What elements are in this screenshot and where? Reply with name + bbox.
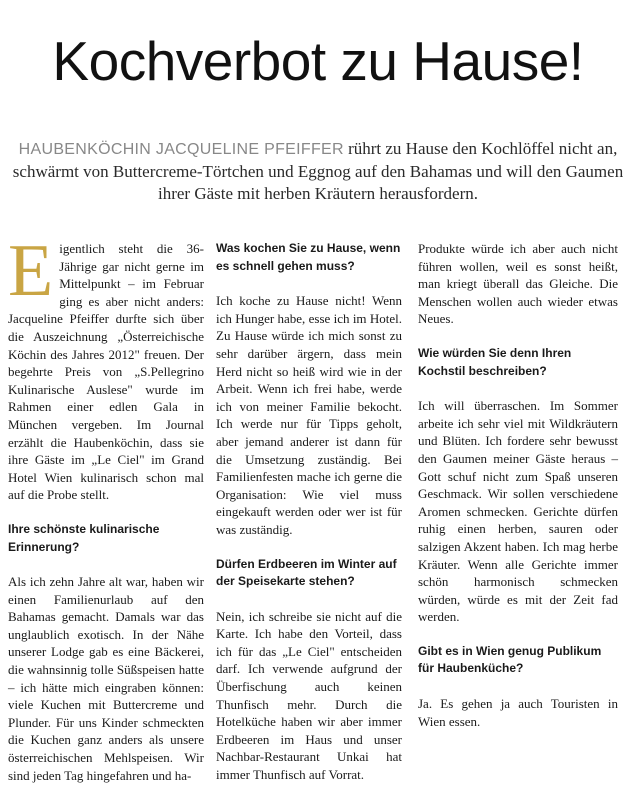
question-heading: Wie würden Sie denn Ihren Kochstil beschreiben? (418, 345, 572, 378)
question-heading: Was kochen Sie zu Hause, wenn es schnell gehen muss? (216, 241, 401, 273)
drop-cap: E (8, 230, 54, 312)
answer-paragraph: Ich will überraschen. Im Sommer arbeite ich sehr viel mit Wildkräutern und Blüten. Ich fordere sehr bewusst den Gaumen meiner Gäste heraus – Gott schuf nicht zum Spaß unseren Geschmack. Wir sollen verschiedene Aromen schmecken. Gerichte dürfen ruhig einen herben, sauren oder salzigen Akzent haben. Ich mag herbe Kräuter. Wenn alle Gerichte immer schön harmonisch schmecken würden, würde es mit der Zeit fad werden. (418, 398, 618, 625)
column-2 (216, 240, 402, 801)
question-heading: Ihre schönste kulinarische Erinnerung? (8, 521, 160, 554)
column-3 (418, 240, 618, 747)
article-title: Kochverbot zu Hause! (52, 30, 584, 92)
question-heading: Dürfen Erdbeeren im Winter auf der Speisekarte stehen? (216, 556, 397, 589)
continued-paragraph: Produkte würde ich aber auch nicht führen wollen, weil es sonst heißt, man kriegt überall das Gleiche. Die Menschen wollen auch wieder etwas Neues. (418, 241, 618, 327)
answer-paragraph: Nein, ich schreibe sie nicht auf die Karte. Ich habe den Vorteil, dass ich für das „Le Ciel" entscheiden darf. Ich verwende aufgrund der Überfischung auch keinen Thunfisch mehr. Durch die Hotelküche haben wir aber immer Erdbeeren im Haus und unser Nachbar-Restaurant Unkai hat immer Thunfisch auf Vorrat. (216, 608, 402, 783)
answer-paragraph: Ich koche zu Hause nicht! Wenn ich Hunger habe, esse ich im Hotel. Zu Hause würde ich mich sonst zu sehr darüber ärgern, dass mein Herd nicht so heiß wird wie in der Arbeit. Wenn ich frei habe, werde ich von meiner Familie bekocht. Ich werde nur für Tipps geholt, aber jemand anderer ist dann für die Umsetzung zuständig. Bei Familienfesten mache ich gerne die Organisation: Wie viel muss eingekauft werden oder wer ist für was zuständig. (216, 293, 402, 537)
question-heading: Gibt es in Wien genug Publikum für Haubenküche? (418, 643, 602, 676)
intro-text: igentlich steht die 36-Jährige gar nicht gerne im Mittelpunkt – im Februar ging es aber nicht anders: Jacqueline Pfeiffer durfte sich über die Auszeichnung „Österreichische Köchin des Jahres 2012" freuen. Der begehrte Preis von „S.Pellegrino Kulinarische Auslese" wurde im Rahmen einer edlen Gala in München vergeben. Im Journal erzählt die Haubenköchin, dass sie ihre Gäste im „Le Ciel" im Grand Hotel Wien kulinarisch schon mal auf die Probe stellt. (8, 241, 204, 503)
answer-paragraph: Als ich zehn Jahre alt war, haben wir einen Familienurlaub auf den Bahamas gemacht. Damals war das unglaublich exotisch. In der Nähe unserer Lodge gab es eine Bäckerei, die wahnsinnig tolle Süßspeisen hatte – ich hätte mich eingraben können: viele Kuchen mit Buttercreme und Plunder. Für uns Kinder schmeckten die Kuchen ganz anders als unsere österreichischen Mehlspeisen. Wir sind jeden Tag hingefahren und ha- (8, 574, 204, 783)
lead-author-name: HAUBENKÖCHIN JACQUELINE PFEIFFER (18, 141, 344, 158)
intro-paragraph (8, 230, 204, 504)
article-lead (8, 138, 628, 205)
answer-paragraph: Ja. Es gehen ja auch Touristen in Wien essen. (418, 696, 618, 729)
lead-text: rührt zu Hause den Kochlöffel nicht an, schwärmt von Buttercreme-Törtchen und Eggnog auf den Bahamas und will den Gaumen ihrer Gäste mit herben Kräutern herausfordern. (12, 139, 624, 203)
column-1 (8, 230, 204, 801)
